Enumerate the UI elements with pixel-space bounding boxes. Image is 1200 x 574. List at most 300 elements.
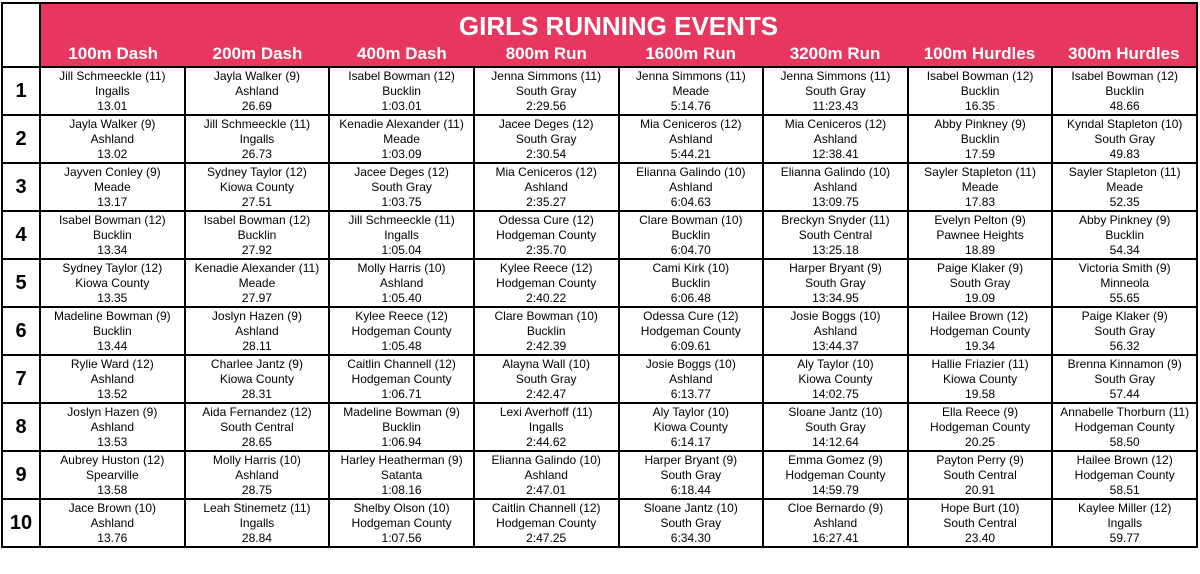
athlete-name: Kenadie Alexander (11) [194, 260, 320, 275]
result-cell [763, 403, 908, 451]
result-cell [474, 163, 619, 211]
athlete-mark: 13:34.95 [812, 290, 859, 305]
athlete-mark: 17.59 [965, 146, 996, 161]
event-header: 200m Dash [212, 44, 303, 63]
result-cell [1052, 403, 1197, 451]
event-headers [41, 42, 1196, 66]
athlete-school: Kiowa County [943, 371, 1018, 386]
athlete-mark: 48.66 [1109, 98, 1140, 113]
athlete-school: Pawnee Heights [936, 227, 1024, 242]
athlete-school: Ashland [235, 467, 279, 482]
athlete-school: Hodgeman County [1074, 419, 1175, 434]
athlete-school: Ashland [813, 323, 858, 338]
athlete-mark: 20.25 [965, 434, 996, 449]
athlete-mark: 1:06.71 [381, 386, 422, 401]
result-cell [40, 259, 185, 307]
athlete-mark: 2:40.22 [526, 290, 567, 305]
athlete-school: Ashland [524, 179, 568, 194]
result-cell [474, 355, 619, 403]
result-cell [40, 163, 185, 211]
athlete-school: Ashland [379, 275, 424, 290]
athlete-name: Cami Kirk (10) [652, 260, 730, 275]
athlete-school: Bucklin [382, 83, 421, 98]
result-cell [185, 67, 330, 115]
athlete-mark: 6:06.48 [670, 290, 711, 305]
result-cell [619, 163, 764, 211]
athlete-name: Elianna Galindo (10) [636, 164, 746, 179]
result-cell [763, 163, 908, 211]
athlete-school: Satanta [380, 467, 423, 482]
result-cell [185, 499, 330, 547]
result-cell [619, 259, 764, 307]
athlete-school: Hodgeman County [351, 323, 452, 338]
athlete-name: Annabelle Thorburn (11) [1060, 404, 1190, 419]
athlete-mark: 28.75 [241, 482, 272, 497]
corner-cell [2, 3, 40, 67]
athlete-school: Bucklin [671, 275, 711, 290]
result-cell [763, 355, 908, 403]
athlete-mark: 59.77 [1109, 530, 1140, 545]
athlete-mark: 13.17 [97, 194, 128, 209]
result-cell [763, 451, 908, 499]
athlete-mark: 19.58 [965, 386, 996, 401]
athlete-mark: 54.34 [1109, 242, 1140, 257]
athlete-mark: 28.11 [242, 338, 272, 353]
result-cell [474, 259, 619, 307]
result-cell [185, 451, 330, 499]
result-cell [908, 355, 1053, 403]
athlete-name: Harper Bryant (9) [644, 452, 738, 467]
athlete-name: Payton Perry (9) [936, 452, 1024, 467]
athlete-name: Jenna Simmons (11) [780, 68, 891, 83]
athlete-mark: 58.50 [1109, 434, 1140, 449]
athlete-mark: 1:07.56 [381, 530, 422, 545]
result-cell [185, 307, 330, 355]
athlete-school: Ingalls [528, 419, 564, 434]
athlete-name: Clare Bowman (10) [494, 308, 598, 323]
athlete-mark: 2:47.01 [526, 482, 567, 497]
athlete-school: Ashland [90, 131, 134, 146]
athlete-mark: 27.51 [241, 194, 272, 209]
athlete-name: Isabel Bowman (12) [348, 68, 455, 83]
table-row [2, 163, 1197, 211]
athlete-mark: 28.31 [241, 386, 272, 401]
athlete-school: South Central [798, 227, 873, 242]
rank-label: 7 [2, 355, 40, 403]
athlete-school: Hodgeman County [496, 227, 597, 242]
athlete-name: Jayla Walker (9) [69, 116, 156, 131]
result-cell [40, 499, 185, 547]
athlete-school: South Gray [515, 371, 577, 386]
result-cell [40, 211, 185, 259]
result-cell [40, 451, 185, 499]
athlete-school: Kiowa County [653, 419, 728, 434]
athlete-mark: 58.51 [1109, 482, 1140, 497]
athlete-name: Harper Bryant (9) [789, 260, 882, 275]
athlete-school: South Gray [1094, 131, 1156, 146]
athlete-mark: 12:38.41 [812, 146, 859, 161]
rank-label: 9 [2, 451, 40, 499]
athlete-name: Victoria Smith (9) [1078, 260, 1171, 275]
rank-label: 3 [2, 163, 40, 211]
athlete-mark: 49.83 [1109, 146, 1140, 161]
result-cell [763, 211, 908, 259]
athlete-school: Ingalls [1107, 515, 1143, 530]
result-cell [908, 259, 1053, 307]
athlete-mark: 1:05.48 [381, 338, 422, 353]
result-cell [329, 211, 474, 259]
result-cell [474, 211, 619, 259]
athlete-school: Kiowa County [798, 371, 873, 386]
result-cell [185, 259, 330, 307]
athlete-school: South Gray [805, 275, 866, 290]
athlete-school: South Gray [371, 179, 432, 194]
athlete-mark: 6:14.17 [670, 434, 711, 449]
athlete-name: Sayler Stapleton (11) [1068, 164, 1181, 179]
athlete-name: Leah Stinemetz (11) [203, 500, 311, 515]
athlete-school: Hodgeman County [640, 323, 741, 338]
athlete-school: Bucklin [92, 323, 132, 338]
athlete-mark: 13:44.37 [812, 338, 859, 353]
athlete-mark: 28.65 [241, 434, 272, 449]
result-cell [619, 355, 764, 403]
athlete-school: Bucklin [1105, 83, 1145, 98]
athlete-name: Alayna Wall (10) [502, 356, 590, 371]
athlete-name: Abby Pinkney (9) [934, 116, 1026, 131]
athlete-school: South Central [220, 419, 294, 434]
results-table [1, 2, 1198, 548]
event-header: 1600m Run [645, 44, 737, 63]
athlete-mark: 56.32 [1109, 338, 1140, 353]
athlete-name: Hailee Brown (12) [932, 308, 1029, 323]
athlete-mark: 13.35 [97, 290, 128, 305]
result-cell [619, 307, 764, 355]
athlete-mark: 27.97 [241, 290, 272, 305]
athlete-name: Jacee Deges (12) [354, 164, 449, 179]
athlete-name: Jenna Simmons (11) [635, 68, 746, 83]
result-cell [185, 163, 330, 211]
athlete-mark: 13:09.75 [812, 194, 859, 209]
result-cell [474, 403, 619, 451]
athlete-school: Hodgeman County [496, 515, 597, 530]
event-header: 800m Run [505, 44, 587, 63]
athlete-name: Aubrey Huston (12) [60, 452, 165, 467]
athlete-school: Ashland [524, 467, 568, 482]
athlete-name: Odessa Cure (12) [643, 308, 739, 323]
athlete-mark: 2:35.27 [526, 194, 567, 209]
athlete-name: Isabel Bowman (12) [926, 68, 1034, 83]
rank-label: 1 [2, 67, 40, 115]
athlete-name: Isabel Bowman (12) [203, 212, 311, 227]
athlete-name: Clare Bowman (10) [639, 212, 743, 227]
athlete-school: Bucklin [960, 131, 1000, 146]
athlete-mark: 13.52 [97, 386, 128, 401]
athlete-name: Elianna Galindo (10) [780, 164, 891, 179]
athlete-school: Ashland [90, 419, 134, 434]
athlete-name: Cloe Bernardo (9) [787, 500, 884, 515]
result-cell [329, 307, 474, 355]
athlete-name: Kyndal Stapleton (10) [1066, 116, 1183, 131]
result-cell [329, 451, 474, 499]
result-cell [908, 67, 1053, 115]
athlete-school: Ingalls [239, 131, 275, 146]
athlete-school: Kiowa County [75, 275, 150, 290]
athlete-school: Ashland [813, 515, 858, 530]
athlete-name: Sloane Jantz (10) [643, 500, 738, 515]
athlete-name: Sayler Stapleton (11) [924, 164, 1036, 179]
result-cell [619, 499, 764, 547]
athlete-school: Ashland [669, 371, 713, 386]
result-cell [619, 211, 764, 259]
header-banner [40, 3, 1197, 67]
athlete-school: South Gray [1094, 323, 1156, 338]
athlete-name: Madeline Bowman (9) [343, 404, 460, 419]
result-cell [908, 403, 1053, 451]
result-cell [185, 115, 330, 163]
result-cell [619, 115, 764, 163]
result-cell [1052, 67, 1197, 115]
athlete-mark: 1:05.40 [381, 290, 422, 305]
result-cell [185, 403, 330, 451]
athlete-mark: 2:30.54 [526, 146, 567, 161]
athlete-name: Odessa Cure (12) [498, 212, 594, 227]
athlete-name: Madeline Bowman (9) [53, 308, 171, 323]
result-cell [619, 67, 764, 115]
athlete-school: Hodgeman County [785, 467, 886, 482]
result-cell [1052, 259, 1197, 307]
result-cell [185, 211, 330, 259]
table-row [2, 403, 1197, 451]
table-row [2, 259, 1197, 307]
athlete-name: Jill Schmeeckle (11) [203, 116, 311, 131]
event-header: 400m Dash [357, 44, 447, 63]
page-title: GIRLS RUNNING EVENTS [458, 11, 779, 41]
athlete-school: Spearville [85, 467, 139, 482]
athlete-name: Kenadie Alexander (11) [339, 116, 464, 131]
athlete-name: Charlee Jantz (9) [210, 356, 303, 371]
result-cell [1052, 307, 1197, 355]
result-cell [329, 67, 474, 115]
athlete-school: Bucklin [960, 83, 1000, 98]
result-cell [40, 403, 185, 451]
athlete-name: Aida Fernandez (12) [202, 404, 312, 419]
result-cell [1052, 451, 1197, 499]
result-cell [329, 355, 474, 403]
athlete-mark: 2:44.62 [526, 434, 567, 449]
result-cell [619, 451, 764, 499]
event-header: 300m Hurdles [1068, 44, 1180, 63]
athlete-mark: 1:05.04 [381, 242, 422, 257]
athlete-name: Isabel Bowman (12) [1071, 68, 1179, 83]
athlete-school: Kiowa County [219, 371, 294, 386]
athlete-name: Ella Reece (9) [942, 404, 1019, 419]
athlete-mark: 57.44 [1109, 386, 1140, 401]
table-row [2, 307, 1197, 355]
result-cell [763, 499, 908, 547]
athlete-mark: 1:03.09 [381, 146, 422, 161]
athlete-mark: 14:12.64 [812, 434, 859, 449]
athlete-name: Sloane Jantz (10) [788, 404, 883, 419]
athlete-school: Hodgeman County [496, 275, 597, 290]
athlete-mark: 14:02.75 [812, 386, 859, 401]
result-cell [329, 115, 474, 163]
athlete-mark: 52.35 [1109, 194, 1140, 209]
athlete-mark: 6:04.70 [670, 242, 711, 257]
results-body [2, 67, 1197, 547]
result-cell [474, 307, 619, 355]
result-cell [763, 259, 908, 307]
result-cell [474, 451, 619, 499]
athlete-school: Meade [238, 275, 276, 290]
table-row [2, 211, 1197, 259]
athlete-name: Paige Klaker (9) [937, 260, 1024, 275]
athlete-mark: 13.02 [97, 146, 128, 161]
athlete-mark: 2:42.39 [526, 338, 567, 353]
athlete-mark: 6:09.61 [670, 338, 711, 353]
athlete-mark: 19.09 [965, 290, 996, 305]
athlete-mark: 20.91 [965, 482, 996, 497]
result-cell [619, 403, 764, 451]
result-cell [908, 307, 1053, 355]
athlete-mark: 26.69 [241, 98, 272, 113]
athlete-school: South Gray [949, 275, 1011, 290]
athlete-school: South Gray [515, 83, 577, 98]
athlete-mark: 6:04.63 [670, 194, 711, 209]
athlete-mark: 16:27.41 [812, 530, 859, 545]
athlete-school: Bucklin [382, 419, 421, 434]
result-cell [474, 67, 619, 115]
athlete-name: Joslyn Hazen (9) [67, 404, 158, 419]
athlete-name: Emma Gomez (9) [788, 452, 883, 467]
athlete-mark: 6:34.30 [670, 530, 711, 545]
result-cell [908, 211, 1053, 259]
athlete-name: Evelyn Pelton (9) [934, 212, 1026, 227]
athlete-name: Harley Heatherman (9) [340, 452, 463, 467]
table-row [2, 499, 1197, 547]
athlete-school: South Central [943, 467, 1017, 482]
athlete-mark: 13.58 [97, 482, 128, 497]
result-cell [40, 115, 185, 163]
rank-label: 10 [2, 499, 40, 547]
athlete-name: Breckyn Snyder (11) [781, 212, 890, 227]
athlete-mark: 2:47.25 [526, 530, 567, 545]
athlete-name: Hailee Brown (12) [1076, 452, 1173, 467]
athlete-school: Meade [672, 83, 710, 98]
athlete-name: Aly Taylor (10) [797, 356, 874, 371]
athlete-school: Kiowa County [219, 179, 294, 194]
athlete-school: Ashland [90, 371, 134, 386]
athlete-school: Bucklin [671, 227, 711, 242]
athlete-mark: 13.34 [97, 242, 128, 257]
result-cell [763, 67, 908, 115]
athlete-mark: 6:18.44 [670, 482, 711, 497]
result-cell [763, 115, 908, 163]
athlete-name: Mia Ceniceros (12) [640, 116, 742, 131]
athlete-mark: 19.34 [965, 338, 996, 353]
athlete-name: Abby Pinkney (9) [1078, 212, 1171, 227]
athlete-name: Jace Brown (10) [68, 500, 156, 515]
rank-label: 8 [2, 403, 40, 451]
athlete-name: Brenna Kinnamon (9) [1067, 356, 1182, 371]
athlete-mark: 27.92 [241, 242, 272, 257]
athlete-mark: 17.83 [965, 194, 996, 209]
athlete-name: Josie Boggs (10) [790, 308, 881, 323]
athlete-school: Hodgeman County [930, 419, 1031, 434]
athlete-mark: 16.35 [965, 98, 996, 113]
athlete-mark: 13.44 [97, 338, 128, 353]
athlete-mark: 18.89 [965, 242, 996, 257]
athlete-name: Kaylee Miller (12) [1078, 500, 1172, 515]
result-cell [908, 115, 1053, 163]
athlete-school: Minneola [1100, 275, 1150, 290]
athlete-school: South Gray [1094, 371, 1156, 386]
athlete-school: South Gray [660, 515, 722, 530]
athlete-name: Elianna Galindo (10) [491, 452, 601, 467]
athlete-name: Caitlin Channell (12) [491, 500, 601, 515]
athlete-school: South Gray [660, 467, 722, 482]
athlete-mark: 2:29.56 [526, 98, 567, 113]
event-header: 100m Dash [68, 44, 159, 63]
athlete-mark: 28.84 [241, 530, 272, 545]
athlete-mark: 5:44.21 [670, 146, 711, 161]
athlete-school: Ashland [669, 131, 713, 146]
result-cell [908, 451, 1053, 499]
athlete-school: Meade [93, 179, 131, 194]
result-cell [40, 67, 185, 115]
athlete-mark: 1:06.94 [381, 434, 422, 449]
athlete-school: Meade [961, 179, 999, 194]
athlete-school: Bucklin [1105, 227, 1145, 242]
athlete-name: Jenna Simmons (11) [491, 68, 602, 83]
athlete-mark: 1:03.75 [381, 194, 422, 209]
result-cell [763, 307, 908, 355]
athlete-school: South Central [943, 515, 1017, 530]
athlete-mark: 13.76 [97, 530, 128, 545]
result-cell [329, 259, 474, 307]
athlete-name: Paige Klaker (9) [1081, 308, 1168, 323]
athlete-mark: 14:59.79 [812, 482, 859, 497]
result-cell [908, 499, 1053, 547]
athlete-name: Lexi Averhoff (11) [499, 404, 593, 419]
result-cell [474, 499, 619, 547]
athlete-school: Ashland [235, 323, 279, 338]
rank-label: 2 [2, 115, 40, 163]
athlete-name: Aly Taylor (10) [652, 404, 730, 419]
athlete-school: Ashland [90, 515, 134, 530]
athlete-name: Sydney Taylor (12) [62, 260, 163, 275]
athlete-school: Meade [1106, 179, 1144, 194]
athlete-mark: 6:13.77 [670, 386, 711, 401]
result-cell [1052, 163, 1197, 211]
athlete-mark: 13:25.18 [812, 242, 859, 257]
event-header: 3200m Run [789, 44, 881, 63]
athlete-mark: 2:35.70 [526, 242, 567, 257]
athlete-name: Jill Schmeeckle (11) [59, 68, 166, 83]
athlete-school: Ashland [235, 83, 279, 98]
table-row [2, 67, 1197, 115]
athlete-name: Rylie Ward (12) [70, 356, 154, 371]
athlete-school: Bucklin [237, 227, 277, 242]
athlete-mark: 2:42.47 [526, 386, 567, 401]
athlete-name: Shelby Olson (10) [353, 500, 450, 515]
athlete-school: Ingalls [94, 83, 130, 98]
athlete-name: Kylee Reece (12) [355, 308, 448, 323]
rank-label: 5 [2, 259, 40, 307]
athlete-name: Mia Ceniceros (12) [495, 164, 597, 179]
athlete-school: Ingalls [384, 227, 419, 242]
athlete-name: Hallie Friazier (11) [931, 356, 1029, 371]
athlete-school: Hodgeman County [351, 371, 452, 386]
